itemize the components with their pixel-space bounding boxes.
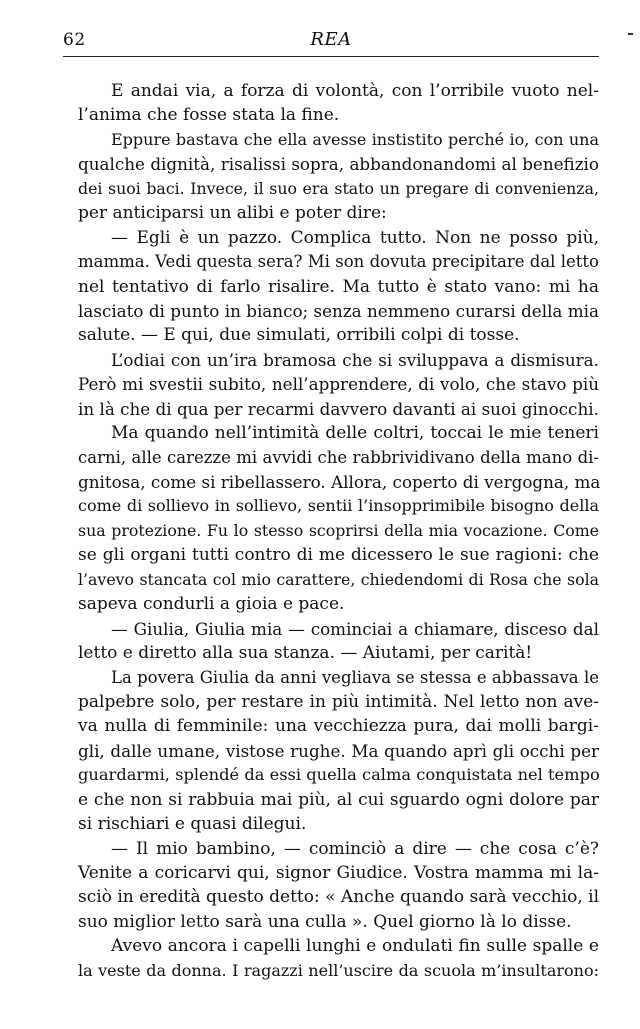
text-line: mamma. Vedi questa sera? Mi son dovuta precipitare dal letto	[78, 252, 599, 272]
text-line: e che non si rabbuia mai più, al cui sguardo ogni dolore par	[78, 789, 599, 810]
running-head	[63, 27, 599, 53]
text-line: per anticiparsi un alibi e poter dire:	[78, 203, 387, 224]
text-line: sua protezione. Fu lo stesso scoprirsi della mia vocazione. Come	[78, 520, 599, 540]
text-line: Ma quando nell’intimità delle coltri, toccai le mie teneri	[111, 423, 599, 444]
text-line: dei suoi baci. Invece, il suo era stato un pregare di convenienza,	[78, 178, 599, 198]
text-line: Venite a coricarvi qui, signor Giudice. Vostra mamma mi la-	[78, 863, 599, 883]
text-line: Avevo ancora i capelli lunghi e ondulati fin sulle spalle e	[111, 936, 599, 957]
text-line: l’avevo stancata col mio carattere, chiedendomi di Rosa che sola	[78, 569, 599, 589]
text-line: in là che di qua per recarmi davvero davanti ai suoi ginocchi.	[78, 398, 599, 419]
body-text	[78, 79, 599, 983]
text-line: — Egli è un pazzo. Complica tutto. Non ne posso più,	[111, 227, 599, 248]
text-line: palpebre solo, per restare in più intimità. Nel letto non ave-	[78, 691, 599, 712]
page-edge-mark	[628, 33, 633, 35]
text-line: La povera Giulia da anni vegliava se stessa e abbassava le	[111, 667, 599, 687]
text-line: la veste da donna. I ragazzi nell’uscire da scuola m’insultarono:	[78, 960, 599, 980]
text-line: — Giulia, Giulia mia — cominciai a chiamare, disceso dal	[111, 618, 599, 639]
text-line: sciò in eredità questo detto: « Anche quando sarà vecchio, il	[78, 887, 600, 908]
header-rule	[63, 56, 599, 57]
text-line: — Il mio bambino, — cominciò a dire — che cosa c’è?	[111, 838, 599, 859]
text-line: letto e diretto alla sua stanza. — Aiutami, per carità!	[78, 643, 533, 664]
text-line: si rischiari e quasi dilegui.	[78, 814, 307, 835]
text-line: qualche dignità, risalissi sopra, abbandonandomi al benefizio	[78, 154, 599, 175]
running-title: REA	[310, 29, 352, 50]
text-line: se gli organi tutti contro di me dicessero le sue ragioni: che	[78, 545, 599, 566]
text-line: gli, dalle umane, vistose rughe. Ma quando aprì gli occhi per	[78, 740, 599, 761]
text-line: E andai via, a forza di volontà, con l’orribile vuoto nel-	[111, 81, 599, 101]
text-line: Però mi svestii subito, nell’apprendere, di volo, che stavo più	[78, 374, 599, 395]
text-line: guardarmi, splendé da essi quella calma conquistata nel tempo	[78, 765, 600, 785]
text-line: come di sollievo in sollievo, sentii l’insopprimibile bisogno della	[78, 496, 599, 516]
text-line: va nulla di femminile: una vecchiezza pura, dai molli bargi-	[78, 716, 599, 737]
text-line: L’odiai con un’ira bramosa che si sviluppava a dismisura.	[111, 349, 599, 370]
text-line: suo miglior letto sarà una culla ». Quel giorno là lo disse.	[78, 911, 572, 932]
text-line: nel tentativo di farlo risalire. Ma tutto è stato vano: mi ha	[78, 276, 599, 297]
text-line: l’anima che fosse stata la fine.	[78, 105, 340, 126]
text-line: Eppure bastava che ella avesse instistito perché io, con una	[111, 129, 599, 149]
text-line: gnitosa, come si ribellassero. Allora, coperto di vergogna, ma	[78, 472, 601, 492]
text-line: lasciato di punto in bianco; senza nemmeno curarsi della mia	[78, 300, 599, 321]
text-line: carni, alle carezze mi avvidi che rabbrividivano della mano di-	[78, 447, 599, 467]
text-line: salute. — E qui, due simulati, orribili colpi di tosse.	[78, 325, 520, 346]
page-number: 62	[63, 30, 86, 50]
text-line: sapeva condurli a gioia e pace.	[78, 594, 345, 615]
